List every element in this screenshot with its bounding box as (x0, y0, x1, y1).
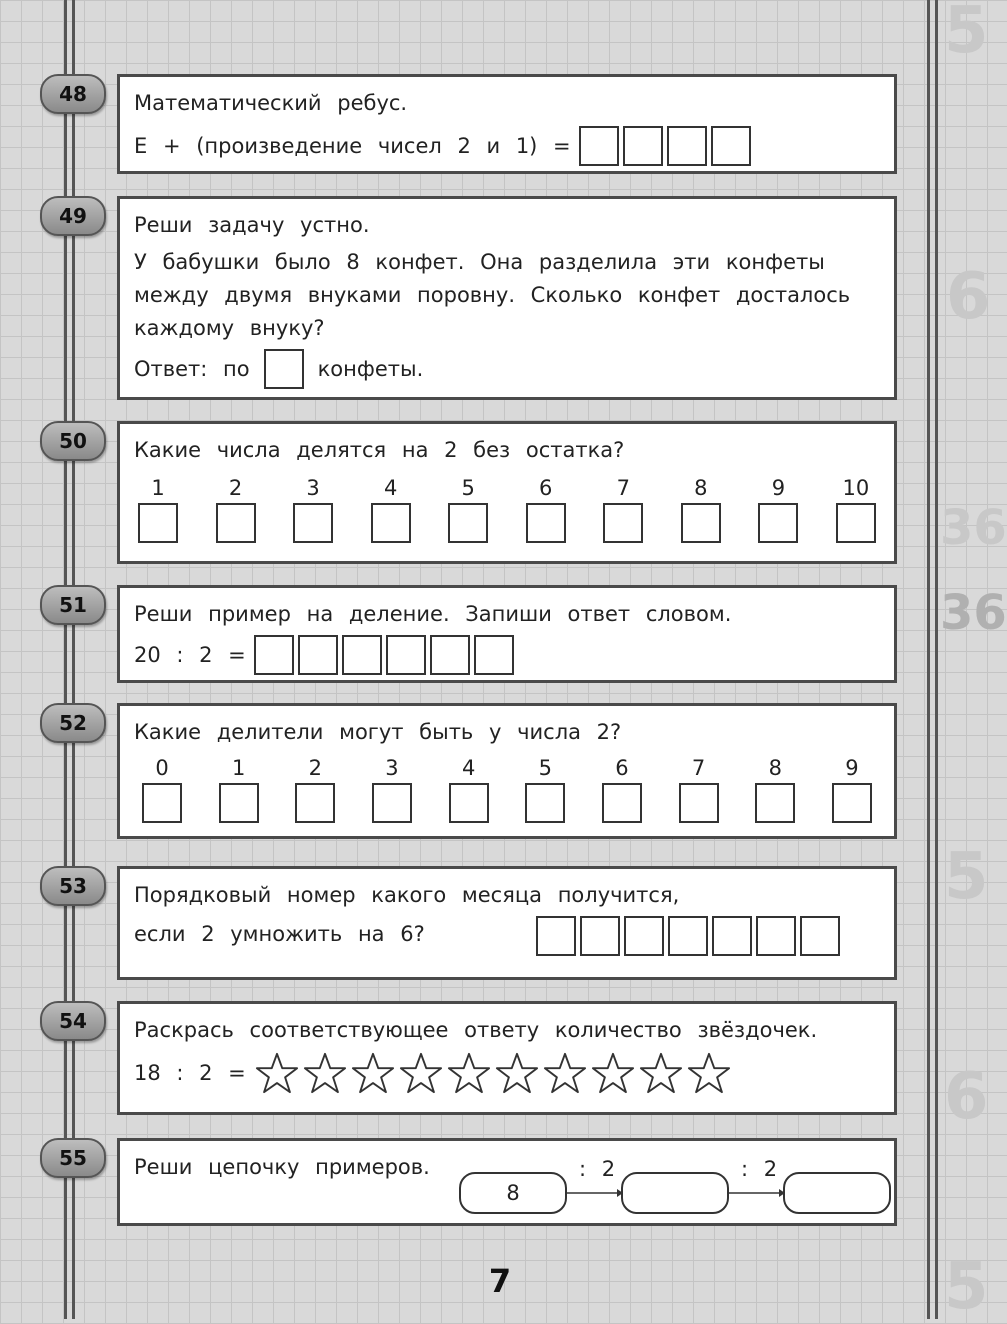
task-number-badge: 54 (40, 1001, 106, 1041)
task-number-badge: 49 (40, 196, 106, 236)
answer-cell[interactable] (386, 635, 426, 675)
stars-row (254, 1051, 734, 1095)
task-title: Реши пример на деление. Запиши ответ словом. (134, 602, 732, 626)
task-title: Какие делители могут быть у числа 2? (134, 720, 622, 744)
decorative-digit: 5 (944, 1250, 989, 1324)
option-checkbox[interactable] (219, 783, 259, 823)
task-number-badge: 51 (40, 585, 106, 625)
star-icon[interactable] (494, 1051, 540, 1095)
answer-suffix: конфеты. (317, 356, 424, 381)
star-icon[interactable] (590, 1051, 636, 1095)
page-number: 7 (488, 1262, 512, 1300)
option-label: 6 (615, 756, 629, 780)
decorative-digit: 6 (944, 1060, 989, 1134)
task-title: Математический ребус. (134, 91, 408, 115)
option-checkbox[interactable] (836, 503, 876, 543)
options-grid (134, 473, 880, 543)
chain-operation: : 2 (741, 1157, 778, 1181)
option-checkbox[interactable] (679, 783, 719, 823)
problem-text: каждому внуку? (134, 316, 325, 340)
decorative-digit: 6 (946, 260, 991, 334)
chain-answer-field[interactable] (621, 1172, 729, 1214)
arrow-icon (727, 1186, 785, 1200)
option-label: 8 (768, 756, 782, 780)
task-54 (117, 1001, 897, 1115)
problem-text: У бабушки было 8 конфет. Она разделила эти конфеты (134, 250, 825, 274)
task-51 (117, 585, 897, 683)
option-label: 0 (155, 756, 169, 780)
answer-cell[interactable] (624, 916, 664, 956)
option-label: 2 (228, 476, 243, 500)
answer-cell[interactable] (668, 916, 708, 956)
task-title: Какие числа делятся на 2 без остатка? (134, 438, 625, 462)
option-checkbox[interactable] (681, 503, 721, 543)
chain-answer-field[interactable] (783, 1172, 891, 1214)
expression: 20 : 2 = (134, 642, 246, 667)
task-text: если 2 умножить на 6? (134, 921, 425, 946)
answer-cell[interactable] (536, 916, 576, 956)
answer-cell[interactable] (298, 635, 338, 675)
star-icon[interactable] (638, 1051, 684, 1095)
option-checkbox[interactable] (371, 503, 411, 543)
task-title: Реши цепочку примеров. (134, 1155, 430, 1179)
answer-cell[interactable] (474, 635, 514, 675)
arrow-icon (565, 1186, 623, 1200)
task-49 (117, 196, 897, 400)
options-grid (134, 753, 880, 823)
answer-cell[interactable] (800, 916, 840, 956)
option-checkbox[interactable] (372, 783, 412, 823)
option-label: 2 (308, 756, 322, 780)
option-label: 3 (385, 756, 399, 780)
option-checkbox[interactable] (142, 783, 182, 823)
option-label: 4 (461, 756, 476, 780)
task-number-badge: 52 (40, 703, 106, 743)
option-checkbox[interactable] (755, 783, 795, 823)
task-number-badge: 53 (40, 866, 106, 906)
task-50 (117, 421, 897, 564)
answer-cell[interactable] (264, 349, 304, 389)
expression: 18 : 2 = (134, 1060, 246, 1085)
task-number-badge: 55 (40, 1138, 106, 1178)
option-checkbox[interactable] (293, 503, 333, 543)
option-label: 1 (231, 756, 246, 780)
option-checkbox[interactable] (216, 503, 256, 543)
expression: Е + (произведение чисел 2 и 1) = (134, 133, 571, 158)
decorative-digit: 36 (940, 500, 1007, 556)
chain-start-value: 8 (459, 1172, 567, 1214)
task-55 (117, 1138, 897, 1226)
option-label: 7 (616, 476, 630, 500)
decorative-digit: 36 (940, 585, 1007, 641)
option-label: 5 (461, 476, 475, 500)
task-number-badge: 50 (40, 421, 106, 461)
task-title: Реши задачу устно. (134, 213, 370, 237)
option-checkbox[interactable] (448, 503, 488, 543)
answer-cells[interactable] (536, 916, 844, 956)
answer-cell[interactable] (623, 126, 663, 166)
star-icon[interactable] (446, 1051, 492, 1095)
option-checkbox[interactable] (295, 783, 335, 823)
answer-prefix: Ответ: по (134, 356, 250, 381)
answer-cells[interactable] (579, 126, 755, 166)
answer-cell[interactable] (579, 126, 619, 166)
decorative-digit: 5 (944, 0, 989, 68)
option-checkbox[interactable] (602, 783, 642, 823)
option-label: 3 (306, 476, 320, 500)
answer-cell[interactable] (430, 635, 470, 675)
star-icon[interactable] (350, 1051, 396, 1095)
star-icon[interactable] (686, 1051, 732, 1095)
option-label: 1 (151, 476, 165, 500)
answer-cell[interactable] (580, 916, 620, 956)
star-icon[interactable] (542, 1051, 588, 1095)
option-checkbox[interactable] (138, 503, 178, 543)
option-checkbox[interactable] (603, 503, 643, 543)
decorative-digit: 5 (944, 840, 989, 914)
task-53 (117, 866, 897, 980)
task-48 (117, 74, 897, 174)
task-title: Раскрась соответствующее ответу количество звёздочек. (134, 1018, 818, 1042)
option-checkbox[interactable] (526, 503, 566, 543)
chain-operation: : 2 (579, 1157, 616, 1181)
task-text: Порядковый номер какого месяца получится, (134, 883, 680, 907)
option-label: 5 (538, 756, 552, 780)
task-52 (117, 703, 897, 839)
answer-cell[interactable] (711, 126, 751, 166)
option-label: 7 (691, 756, 706, 780)
option-label: 9 (771, 476, 786, 500)
option-label: 6 (539, 476, 553, 500)
option-checkbox[interactable] (525, 783, 565, 823)
problem-text: между двумя внуками поровну. Сколько конфет досталось (134, 283, 851, 307)
answer-cell[interactable] (712, 916, 752, 956)
answer-cell[interactable] (342, 635, 382, 675)
star-icon[interactable] (398, 1051, 444, 1095)
answer-cell[interactable] (756, 916, 796, 956)
option-checkbox[interactable] (832, 783, 872, 823)
margin-rule (935, 0, 938, 1319)
option-checkbox[interactable] (758, 503, 798, 543)
option-label: 8 (694, 476, 708, 500)
answer-cells[interactable] (254, 635, 518, 675)
option-label: 4 (383, 476, 398, 500)
star-icon[interactable] (254, 1051, 300, 1095)
answer-cell[interactable] (667, 126, 707, 166)
answer-cell[interactable] (254, 635, 294, 675)
option-label: 10 (842, 476, 870, 500)
star-icon[interactable] (302, 1051, 348, 1095)
option-checkbox[interactable] (449, 783, 489, 823)
margin-rule (927, 0, 930, 1319)
task-number-badge: 48 (40, 74, 106, 114)
option-label: 9 (845, 756, 859, 780)
